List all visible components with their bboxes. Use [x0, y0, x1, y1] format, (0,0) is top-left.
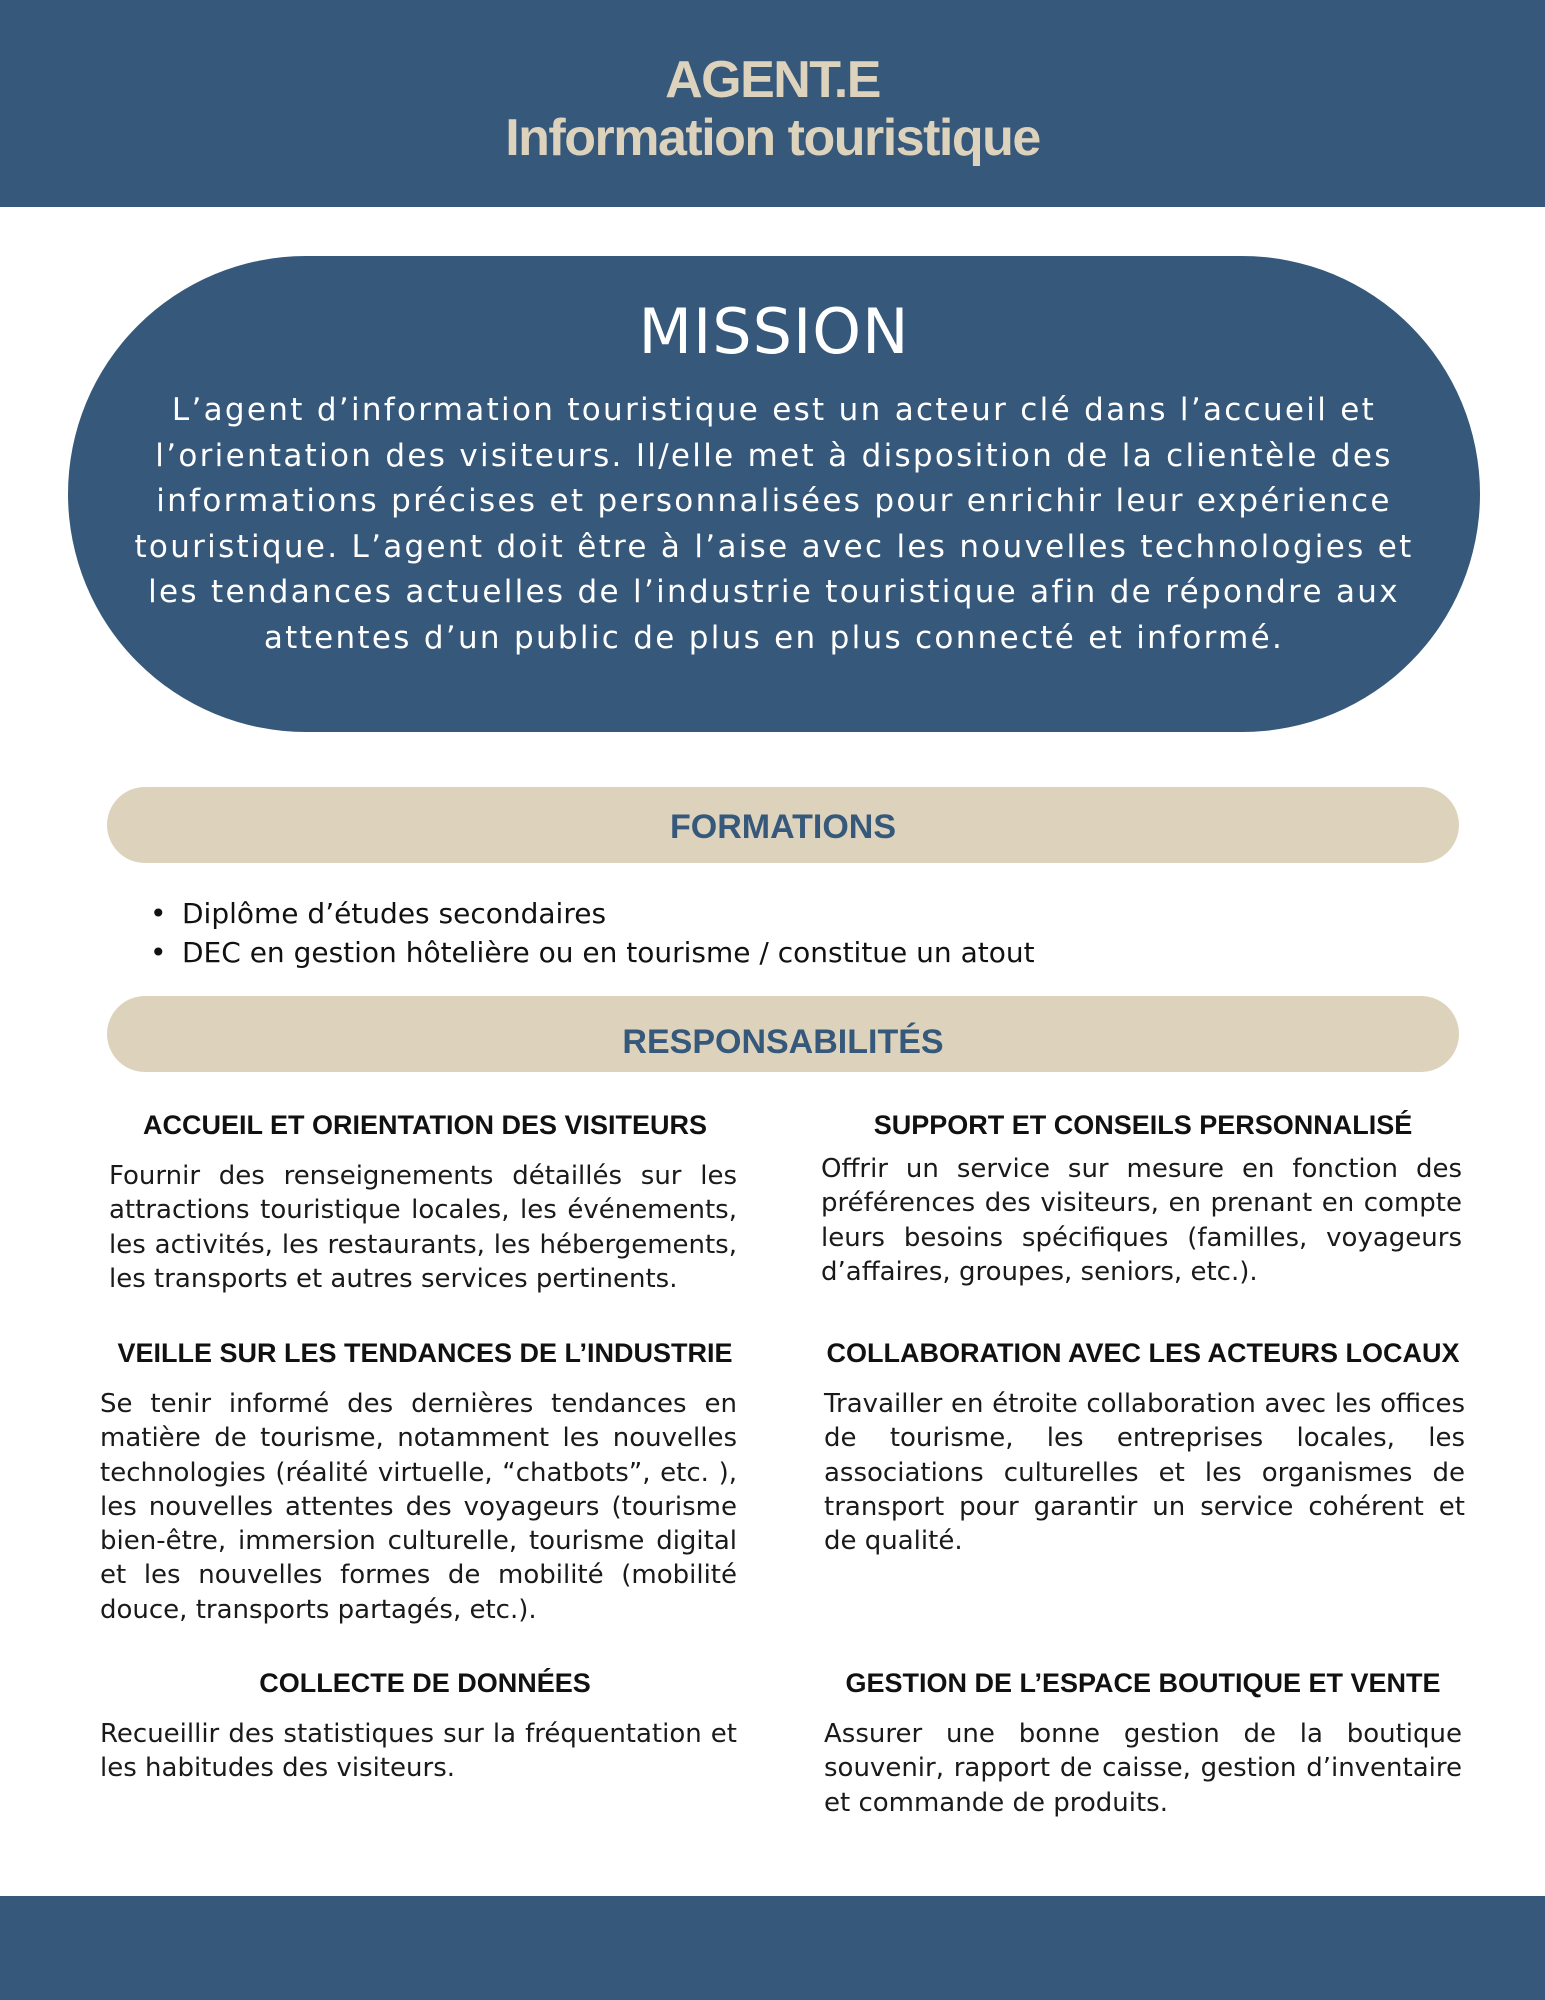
page-subtitle: Information touristique	[505, 109, 1040, 167]
responsabilites-title: RESPONSABILITÉS	[622, 1023, 944, 1061]
mission-text: L’agent d’information touristique est un acteur clé dans l’accueil et l’orientation des visiteurs. Il/elle met à disposition de la clientèle des informations précises et personnalisées pour enrichir leur expérience touristique. L’agent doit être à l’aise avec les nouvelles technologies et les tendances actuelles de l’industrie touristique afin de répondre aux attentes d’un public de plus en plus connecté et informé.	[134, 392, 1414, 656]
section-text-collaboration: Travailler en étroite collaboration avec les offices de tourisme, les entreprises locales, les associations culturelles et les organismes de transport pour garantir un service cohérent et de qualité.	[824, 1389, 1465, 1557]
formation-item: DEC en gestion hôtelière ou en tourisme / constitue un atout	[182, 936, 1035, 969]
mission-title: MISSION	[638, 295, 910, 368]
section-heading-boutique: GESTION DE L’ESPACE BOUTIQUE ET VENTE	[845, 1668, 1441, 1698]
formation-item: Diplôme d’études secondaires	[182, 897, 607, 930]
section-heading-collaboration: COLLABORATION AVEC LES ACTEURS LOCAUX	[826, 1338, 1460, 1368]
formations-list	[140, 894, 1035, 972]
section-text-collecte: Recueillir des statistiques sur la fréquentation et les habitudes des visiteurs.	[100, 1719, 737, 1784]
section-heading-support: SUPPORT ET CONSEILS PERSONNALISÉ	[873, 1110, 1413, 1140]
header-band	[0, 0, 1545, 207]
page-title: AGENT.E	[665, 51, 880, 109]
section-text-veille: Se tenir informé des dernières tendances en matière de tourisme, notamment les nouvelles technologies (réalité virtuelle, “chatbots”, etc. ), les nouvelles attentes des voyageurs (tourisme bien-être, immersion culturelle, tourisme digital et les nouvelles formes de mobilité (mobilité douce, transports partagés, etc.).	[100, 1389, 737, 1625]
section-text-boutique: Assurer une bonne gestion de la boutique souvenir, rapport de caisse, gestion d’inventaire et commande de produits.	[824, 1719, 1462, 1818]
formations-header	[107, 787, 1459, 863]
section-heading-collecte: COLLECTE DE DONNÉES	[259, 1668, 591, 1698]
formations-title: FORMATIONS	[669, 808, 896, 846]
list-item	[140, 933, 1035, 972]
bullet-icon: •	[150, 897, 167, 930]
section-text-accueil: Fournir des renseignements détaillés sur les attractions touristique locales, les événements, les activités, les restaurants, les hébergements, les transports et autres services pertinents.	[109, 1161, 737, 1294]
section-heading-accueil: ACCUEIL ET ORIENTATION DES VISITEURS	[142, 1110, 708, 1140]
section-heading-veille: VEILLE SUR LES TENDANCES DE L’INDUSTRIE	[117, 1338, 733, 1368]
mission-panel	[68, 256, 1480, 732]
section-text-support: Offrir un service sur mesure en fonction des préférences des visiteurs, en prenant en compte leurs besoins spécifiques (familles, voyageurs d’affaires, groupes, seniors, etc.).	[821, 1154, 1462, 1287]
bullet-icon: •	[150, 936, 167, 969]
responsabilites-header	[107, 996, 1459, 1072]
footer-band	[0, 1896, 1545, 2000]
list-item	[140, 894, 1035, 933]
